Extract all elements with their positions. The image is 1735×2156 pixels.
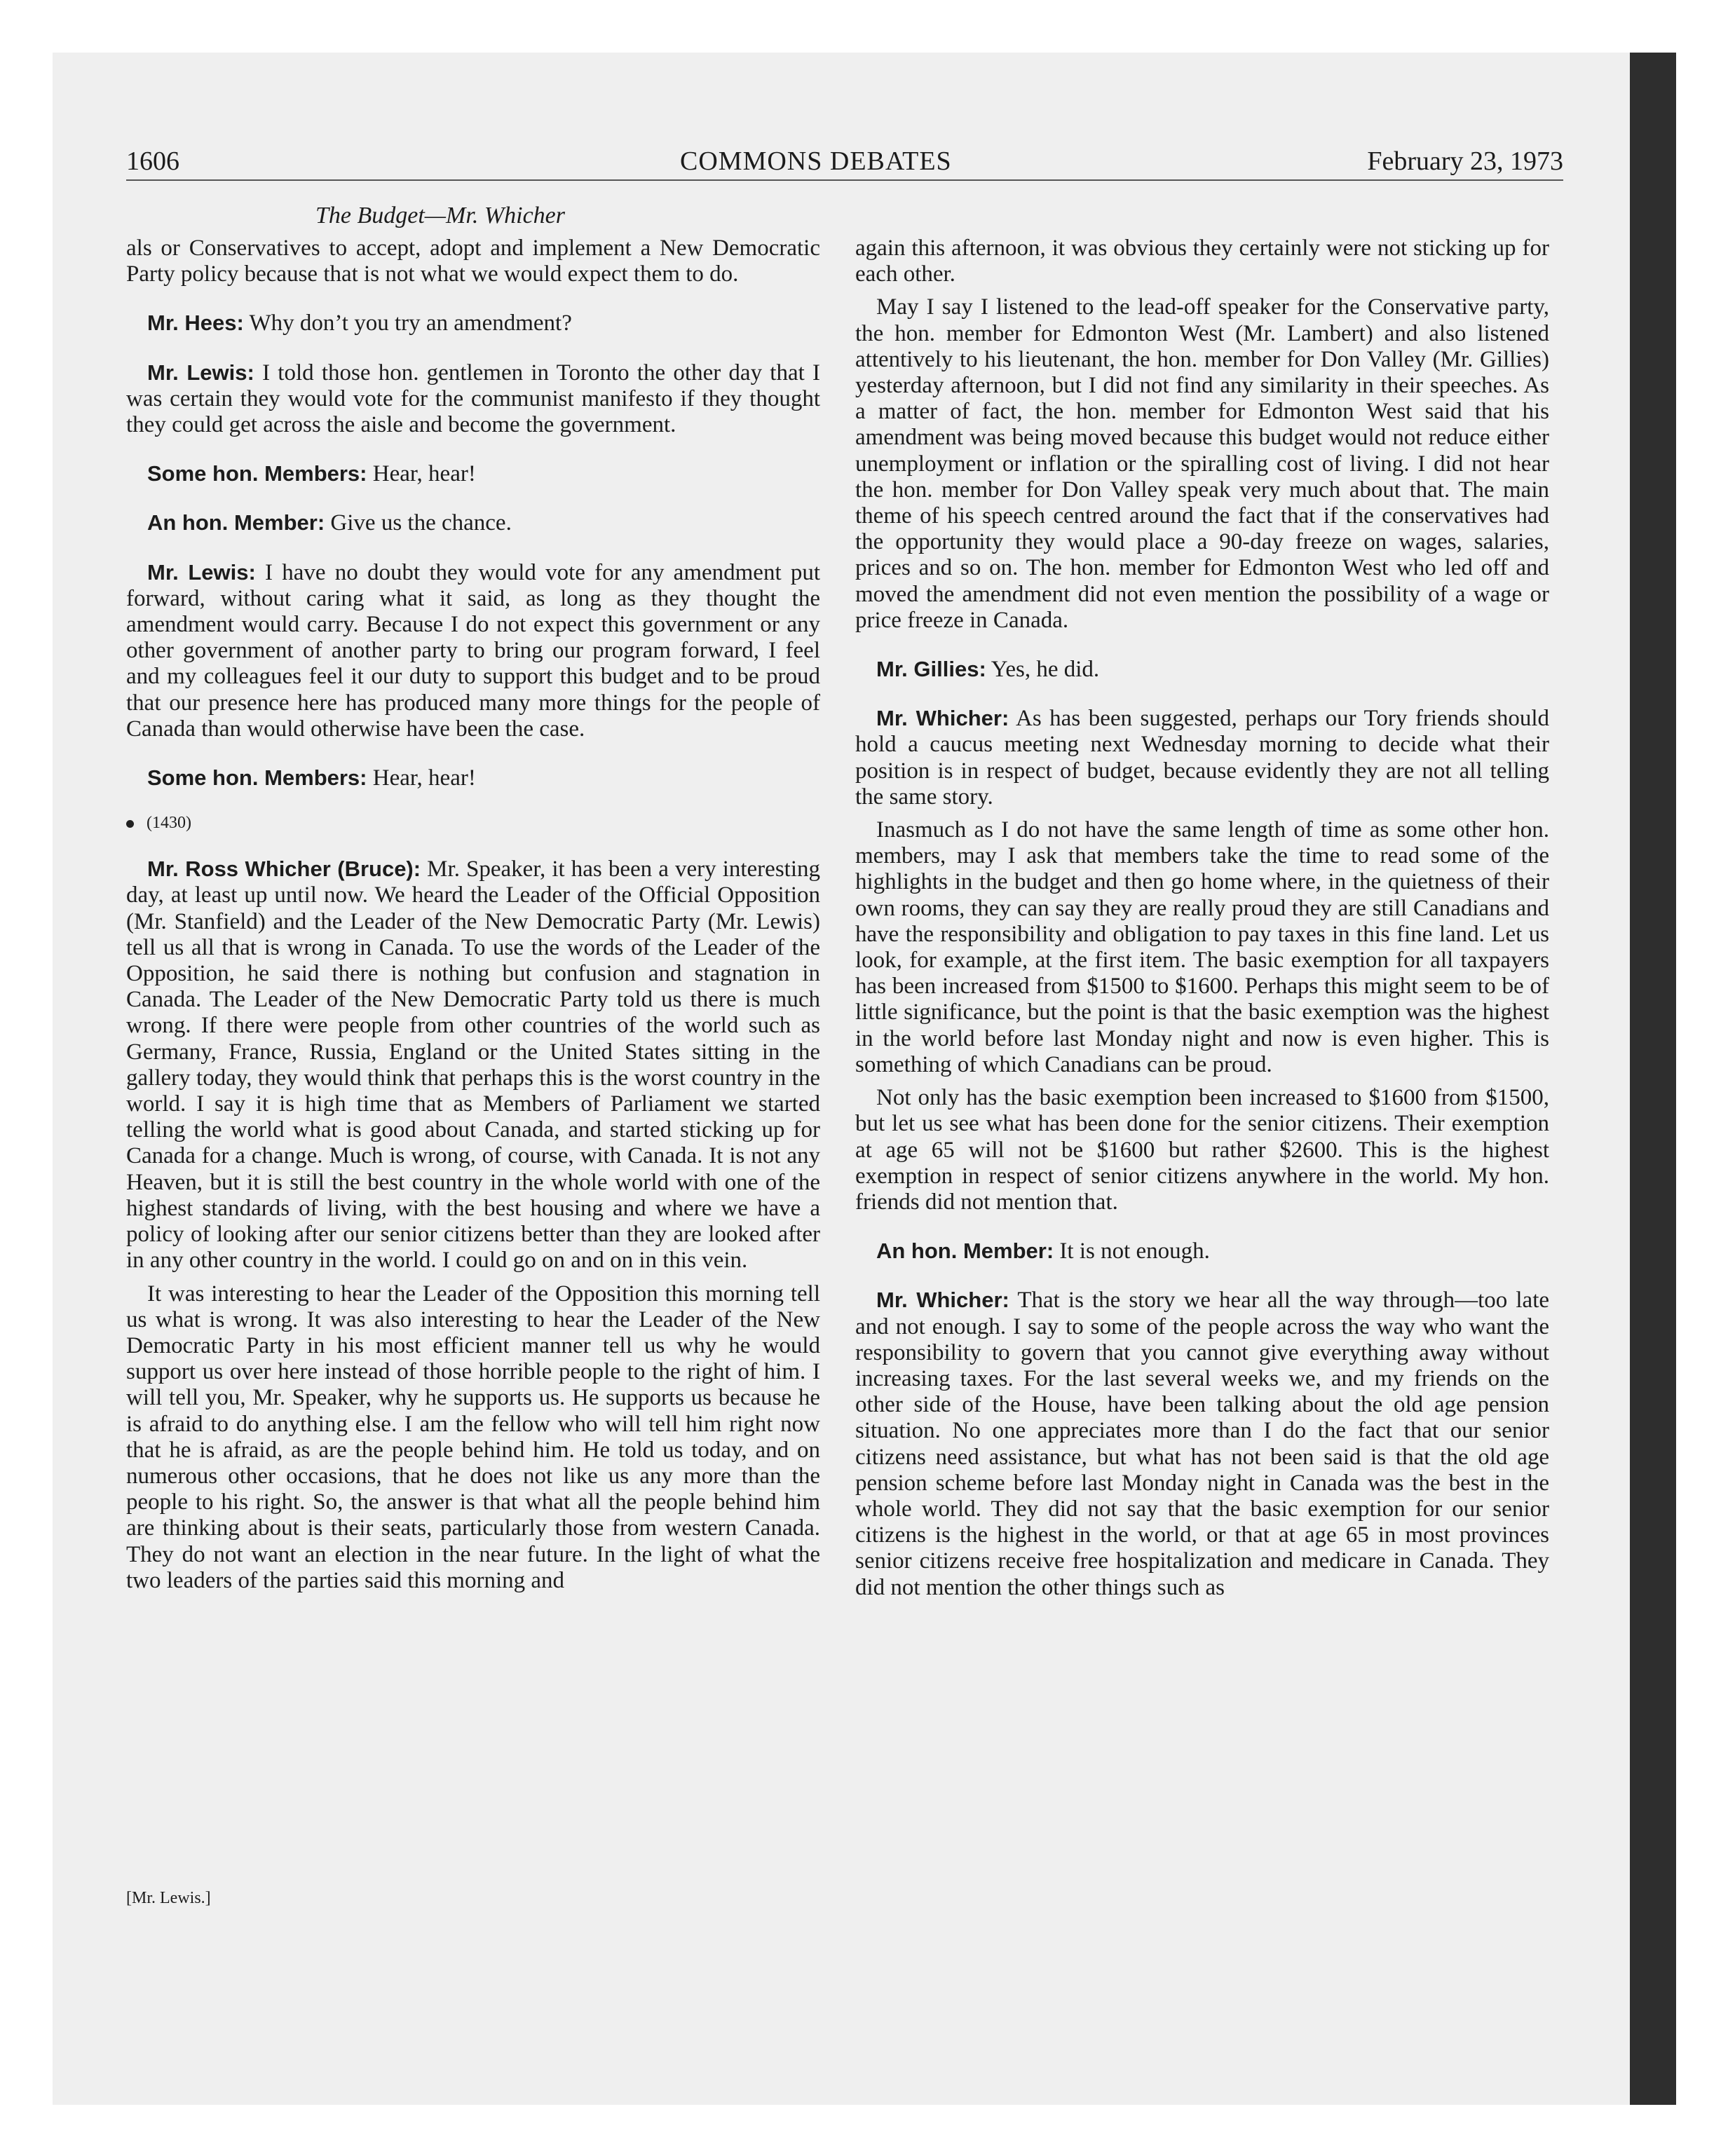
speaker-name: Mr. Lewis: [147, 559, 256, 585]
scan-edge-bar [1630, 53, 1676, 2105]
header-rule [126, 179, 1563, 181]
page-date: February 23, 1973 [1367, 146, 1563, 176]
paragraph [126, 856, 820, 1274]
paragraph: Inasmuch as I do not have the same length of time as some other hon. members, may I ask that members take the time to read some of the highlights in the budget and then go home where, in the quietness of their own rooms, they can say they are really proud they are still Canadians and have the responsibility and obligation to pay taxes in this fine land. Let us look, for example, at the first item. The basic exemption for all taxpayers has been increased from $1500 to $1600. Perhaps this might seem to be of little significance, but the point is that the basic exemption was the highest in the world before last Monday night and now is even higher. This is something of which Canadians can be proud. [855, 817, 1549, 1077]
paragraph: als or Conservatives to accept, adopt and implement a New Democratic Party policy because that is not what we would expect them to do. [126, 236, 820, 287]
running-head: The Budget—Mr. Whicher [315, 203, 566, 228]
paragraph [126, 310, 820, 336]
paragraph [855, 1287, 1549, 1600]
speech-text: That is the story we hear all the way through—too late and not enough. I say to some of the people across the way who want the responsibility to govern that you cannot give everything away without increasing taxes. For the last several weeks we, and my friends on the other side of the House, have been talking about the old age pension situation. No one appreciates more than I do the fact that our senior citizens need assistance, but what has not been said is that the old age pension scheme before last Monday night in Canada was the best in the whole world. They did not say that the basic exemption for our senior citizens is the highest in the world, or that at age 65 in most provinces senior citizens receive free hospitalization and medicare in Canada. They did not mention the other things such as [855, 1288, 1550, 1600]
paragraph [126, 460, 820, 487]
paragraph [126, 765, 820, 791]
speaker-name: Mr. Whicher: [876, 1288, 1009, 1313]
speech-text: As has been suggested, perhaps our Tory friends should hold a caucus meeting next Wednesday morning to decide what their position is in respect of budget, because evidently they are not all telling the same story. [855, 706, 1550, 810]
paragraph [855, 656, 1549, 683]
speaker-name: Some hon. Members: [147, 461, 367, 486]
publication-title: COMMONS DEBATES [680, 146, 952, 176]
paragraph [126, 559, 820, 742]
speech-text: Hear, hear! [367, 765, 476, 791]
speech-text: Give us the chance. [325, 510, 512, 536]
speech-text: Yes, he did. [986, 657, 1100, 683]
time-marker [126, 812, 820, 833]
speech-text: It is not enough. [1054, 1239, 1210, 1264]
left-column [126, 236, 820, 1594]
speaker-name: Mr. Ross Whicher (Bruce): [147, 857, 421, 882]
paragraph: It was interesting to hear the Leader of the Opposition this morning tell us what is wrong. It was also interesting to hear the Leader of the New Democratic Party in his most efficient manner tell us why he would support us over here instead of those horrible people to the right of him. I will tell you, Mr. Speaker, why he supports us. He supports us because he is afraid to do anything else. I am the fellow who will tell him right now that he is afraid, as are the people behind him. He told us today, and on numerous other occasions, that he does not like us any more than the people to his right. So, the answer is that what all the people behind him are thinking about is their seats, particularly those from western Canada. They do not want an election in the near future. In the light of what the two leaders of the parties said this morning and [126, 1281, 820, 1593]
speech-text: Mr. Speaker, it has been a very interesting day, at least up until now. We heard the Leader of the Official Opposition (Mr. Stanfield) and the Leader of the New Democratic Party (Mr. Lewis) tell us all that is wrong in Canada. To use the words of the Leader of the Opposition, he said there is nothing but confusion and stagnation in Canada. The Leader of the New Democratic Party told us there is much wrong. If there were people from other countries of the world such as Germany, France, Russia, England or the United States sitting in the gallery today, they would think that perhaps this is the worst country in the world. I say it is high time that as Members of Parliament we started telling the world what is good about Canada, and started sticking up for Canada for a change. Much is wrong, of course, with Canada. It is not any Heaven, but it is still the best country in the whole world with one of the highest standards of living, with the best housing and where we have a policy of looking after our senior citizens better than they are looked after in any other country in the world. I could go on and on in this vein. [126, 857, 820, 1274]
paragraph: Not only has the basic exemption been increased to $1600 from $1500, but let us see what has been done for the senior citizens. Their exemption at age 65 will not be $1600 but rather $2600. This is the highest exemption in respect of senior citizens anywhere in the world. My hon. friends did not mention that. [855, 1085, 1549, 1215]
time-marker-text: (1430) [147, 814, 191, 833]
footer-note: [Mr. Lewis.] [126, 1889, 211, 1907]
speaker-name: An hon. Member: [147, 510, 325, 535]
paragraph [126, 360, 820, 439]
paragraph [855, 1238, 1549, 1264]
speaker-name: Mr. Lewis: [147, 360, 254, 385]
speaker-name: Some hon. Members: [147, 765, 367, 791]
paragraph [855, 705, 1549, 810]
right-column [855, 236, 1549, 1601]
paragraph: again this afternoon, it was obvious they certainly were not sticking up for each other. [855, 236, 1549, 287]
paragraph: May I say I listened to the lead-off speaker for the Conservative party, the hon. member for Edmonton West (Mr. Lambert) and also listened attentively to his lieutenant, the hon. member for Don Valley (Mr. Gillies) yesterday afternoon, but I did not find any similarity in their speeches. As a matter of fact, the hon. member for Edmonton West said that his amendment was being moved because this budget would not reduce either unemployment or inflation or the spiralling cost of living. I did not hear the hon. member for Don Valley speak very much about that. The main theme of his speech centred around the fact that if the conservatives had the opportunity they would place a 90-day freeze on wages, salaries, prices and so on. The hon. member for Edmonton West who led off and moved the amendment did not even mention the possibility of a wage or price freeze in Canada. [855, 294, 1549, 633]
speaker-name: Mr. Hees: [147, 311, 244, 336]
document-page [126, 146, 1563, 2094]
page-number: 1606 [126, 146, 179, 176]
speaker-name: Mr. Gillies: [876, 657, 986, 682]
speaker-name: An hon. Member: [876, 1239, 1054, 1264]
speech-text: I have no doubt they would vote for any amendment put forward, without caring what it said, as long as they thought the amendment would carry. Because I do not expect this government or any other government of another party to bring our program forward, I feel and my colleagues feel it our duty to support this budget and to be proud that our presence here has produced many more things for the people of Canada than would otherwise have been the case. [126, 559, 821, 742]
speech-text: Hear, hear! [367, 461, 476, 487]
speech-text: I told those hon. gentlemen in Toronto the other day that I was certain they would vote for the communist manifesto if they thought they could get across the aisle and become the government. [126, 360, 820, 438]
speech-text: Why don’t you try an amendment? [243, 311, 572, 336]
speaker-name: Mr. Whicher: [876, 706, 1009, 731]
paragraph [126, 510, 820, 536]
bullet-icon [126, 820, 134, 828]
